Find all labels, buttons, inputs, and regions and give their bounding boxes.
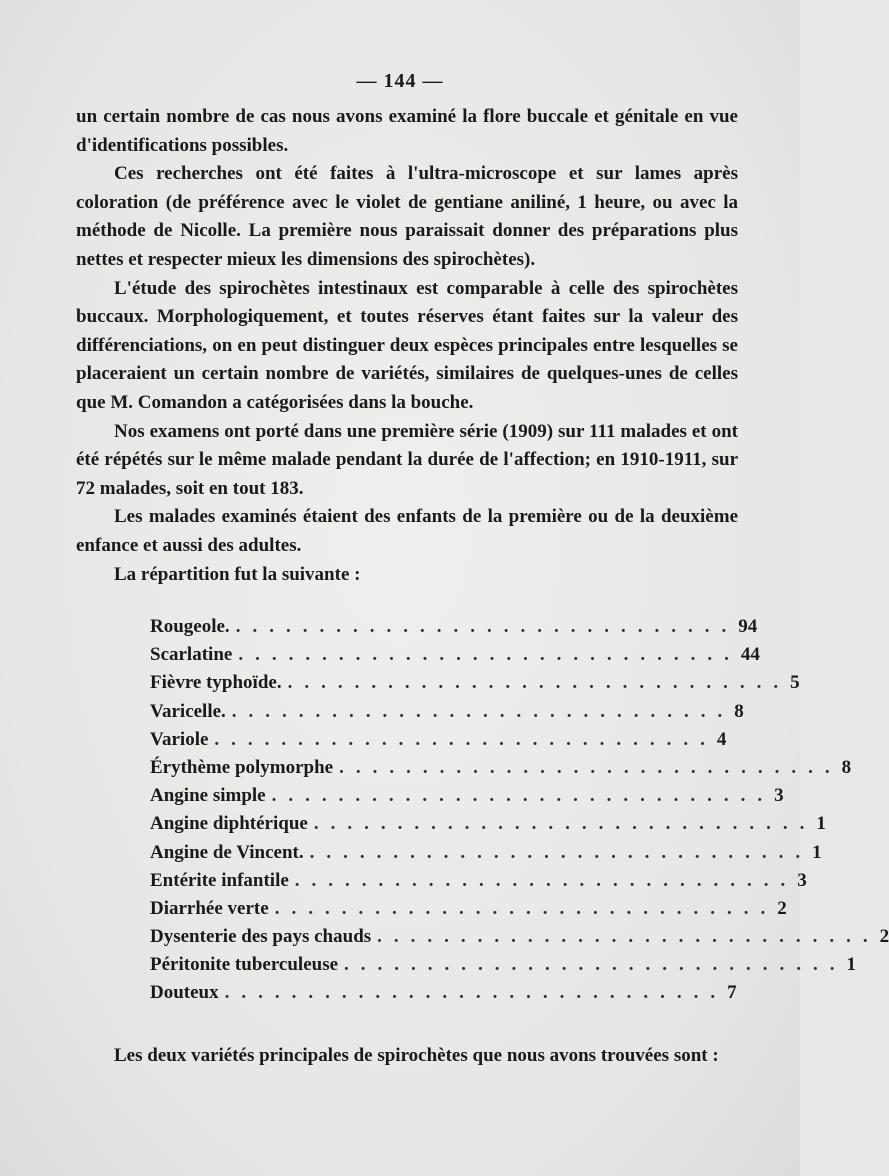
row-value: 1 (816, 813, 826, 835)
row-label: Entérite infantile (150, 869, 289, 891)
row-label: Scarlatine (150, 644, 233, 666)
leader-dots: .............................. (274, 897, 778, 919)
leader-dots: .............................. (224, 982, 728, 1004)
row-label: Douteux (150, 982, 219, 1004)
row-value: 44 (740, 644, 760, 666)
leader-dots: .............................. (271, 785, 775, 807)
row-label: Rougeole. (150, 616, 230, 637)
row-value: 3 (774, 785, 784, 807)
leader-dots: .............................. (231, 700, 735, 722)
table-row (150, 726, 727, 754)
row-label: Diarrhée verte (150, 897, 269, 919)
paragraph-morphology: L'étude des spirochètes intestinaux est comparable à celle des spirochètes buccaux. Morphologiquement, et toutes réserves étant faites sur la valeur des différenciations, on en peut distinguer deux espèces principales entre lesquelles se placeraient un certain nombre de variétés, similaires de quelques-unes de celles que M. Comandon a catégorisées dans la bouche. (76, 277, 738, 413)
row-value: 94 (738, 616, 758, 637)
row-value: 1 (812, 841, 822, 863)
leader-dots: .............................. (235, 616, 739, 637)
leader-dots: .............................. (238, 644, 741, 666)
table-row (150, 951, 857, 979)
paragraph-repartition: La répartition fut la suivante : (114, 563, 361, 585)
row-label: Angine diphtérique (150, 813, 308, 835)
leader-dots: .............................. (344, 954, 847, 976)
table-row (150, 867, 807, 895)
closing-paragraph: Les deux variétés principales de spirochètes que nous avons trouvées sont : (114, 1045, 719, 1066)
leader-dots: .............................. (294, 869, 798, 891)
leader-dots: .............................. (214, 728, 717, 750)
row-value: 5 (790, 672, 800, 694)
body-text (76, 103, 738, 589)
repartition-table (150, 613, 889, 1008)
table-row (150, 641, 760, 669)
table-row (150, 669, 800, 697)
paragraph-methods: Ces recherches ont été faites à l'ultra-microscope et sur lames après coloration (de préférence avec le violet de gentiane aniliné, 1 heure, ou avec la méthode de Nicolle. La première nous paraissait donner des préparations plus nettes et respecter mieux les dimensions des spirochètes). (76, 163, 738, 270)
table-row (150, 782, 784, 810)
row-value: 4 (716, 728, 727, 750)
row-value: 3 (797, 869, 807, 891)
table-row (150, 613, 758, 641)
row-label: Variole (150, 728, 209, 750)
row-label: Angine simple (150, 785, 266, 807)
table-row (150, 698, 744, 726)
table-row (150, 979, 737, 1007)
leader-dots: .............................. (287, 672, 791, 694)
row-label: Varicelle. (150, 700, 226, 722)
row-value: 2 (777, 897, 787, 919)
table-row (150, 923, 889, 951)
table-row (150, 754, 852, 782)
leader-dots: .............................. (313, 813, 817, 835)
paragraph-patients: Les malades examinés étaient des enfants de la première ou de la deuxième enfance et aussi des adultes. (76, 506, 738, 556)
leader-dots: .............................. (339, 756, 842, 778)
row-label: Péritonite tuberculeuse (150, 954, 339, 976)
leader-dots: .............................. (309, 841, 813, 863)
row-label: Érythème polymorphe (150, 756, 334, 778)
row-value: 1 (846, 954, 857, 976)
table-row (150, 839, 822, 867)
row-value: 2 (879, 926, 889, 948)
table-row (150, 810, 826, 838)
paragraph-continuation: un certain nombre de cas nous avons examiné la flore buccale et génitale en vue d'identifications possibles. (76, 106, 738, 156)
page-number: — 144 — (356, 70, 444, 92)
row-label: Dysenterie des pays chauds (150, 926, 372, 948)
row-value: 8 (734, 700, 744, 722)
table-row (150, 895, 787, 923)
paragraph-series: Nos examens ont porté dans une première série (1909) sur 111 malades et ont été répétés sur le même malade pendant la durée de l'affection; en 1910-1911, sur 72 malades, soit en tout 183. (76, 420, 738, 499)
row-value: 8 (841, 756, 852, 778)
row-label: Fièvre typhoïde. (150, 672, 282, 694)
leader-dots: .............................. (377, 926, 880, 948)
row-value: 7 (727, 982, 737, 1004)
row-label: Angine de Vincent. (150, 841, 304, 863)
